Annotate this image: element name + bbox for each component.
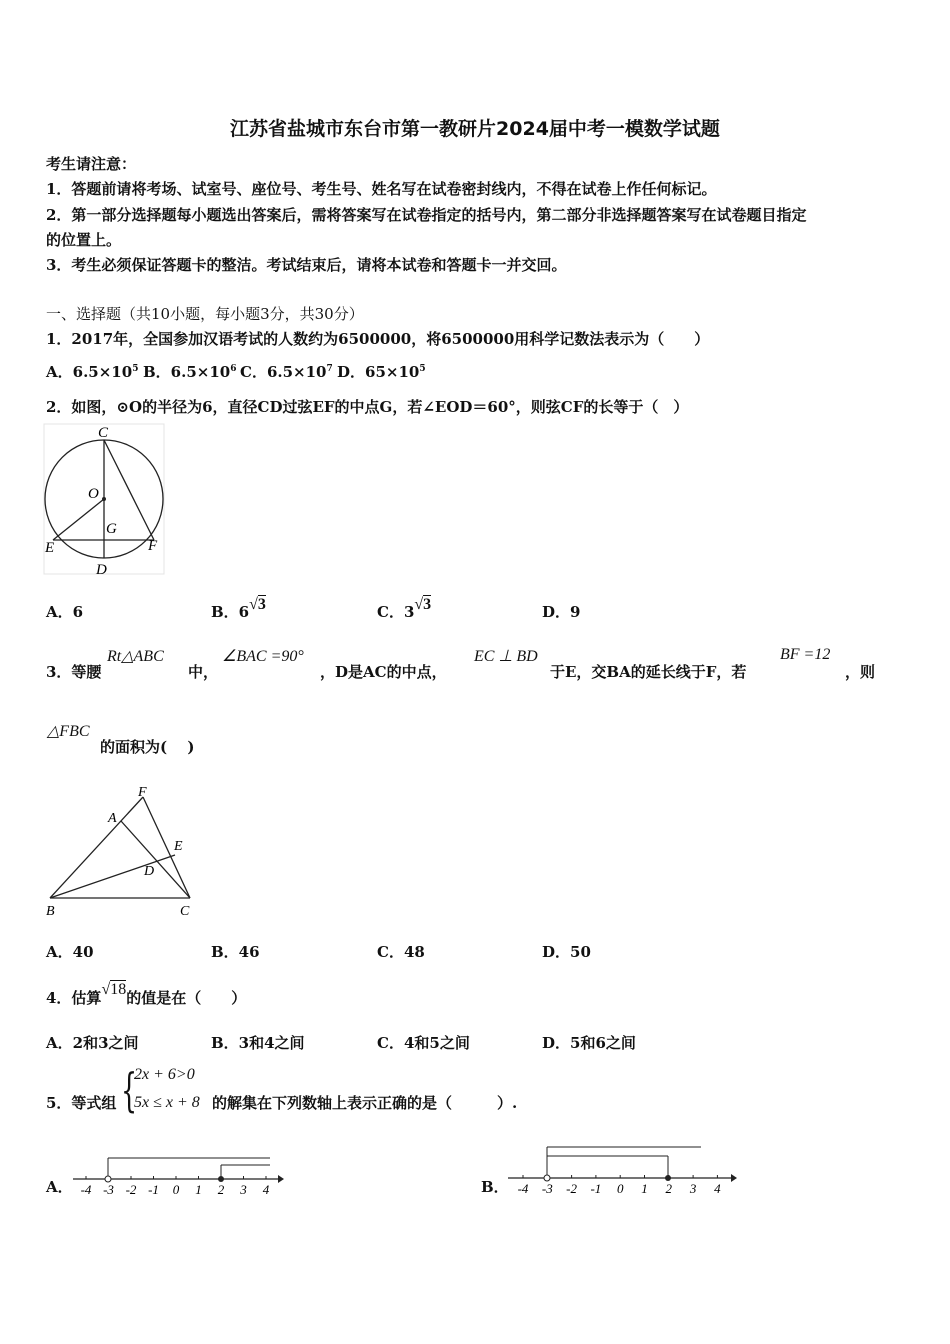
- q4-stem: 4．估算√18的值是在（ ）: [46, 981, 247, 1007]
- q3-option-a: A．40: [46, 943, 94, 961]
- notice-item: 的位置上。: [46, 231, 122, 249]
- tick-label: 0: [616, 1181, 624, 1196]
- tick-label: -2: [566, 1181, 578, 1196]
- q1-option-d: D．$65\times 10^5$: [337, 363, 426, 381]
- tick-label: -3: [103, 1182, 114, 1197]
- open-point: [105, 1176, 111, 1182]
- q5-option-a-label: A．: [46, 1178, 73, 1196]
- q5-inequality-2: 5x ≤ x + 8: [134, 1094, 200, 1111]
- q3-stem-part: ，D是AC的中点，: [320, 663, 447, 681]
- tick-label: -4: [517, 1181, 529, 1196]
- q1-option-c: C．$6.5\times 10^7$: [240, 363, 333, 381]
- q1-stem: 1．2017年，全国参加汉语考试的人数约为6500000，将6500000用科学记数法表示为（ ）: [46, 330, 710, 348]
- tick-label: 2: [217, 1182, 225, 1197]
- label-b: B: [46, 904, 55, 919]
- q3-stem-part: 3．等腰: [46, 663, 102, 681]
- q5-inequality-1: 2x + 6>0: [134, 1066, 195, 1083]
- page-title: 江苏省盐城市东台市第一教研片2024届中考一模数学试题: [230, 118, 720, 140]
- axis-arrow: [731, 1174, 737, 1182]
- q3-stem-part: 于E，交BA的延长线于F，若: [550, 663, 747, 681]
- q3-stem-part: 的面积为( ): [100, 738, 195, 756]
- label-e: E: [45, 540, 55, 556]
- q1-option-a: A．$6.5\times 10^5$: [46, 363, 139, 381]
- label-e: E: [174, 839, 183, 854]
- q3-option-c: C．48: [377, 943, 425, 961]
- tick-label: -3: [541, 1181, 553, 1196]
- q2-circle-figure: [40, 420, 170, 578]
- segment-fc: [143, 797, 190, 898]
- q4-option-c: C．4和5之间: [377, 1034, 470, 1052]
- segment-ac: [121, 821, 190, 898]
- segment-oe: [53, 499, 104, 540]
- tick-label: -1: [590, 1181, 602, 1196]
- label-c: C: [98, 425, 109, 441]
- q4-option-b: B．3和4之间: [211, 1034, 305, 1052]
- q5-stem-part: 5．等式组: [46, 1094, 117, 1112]
- tick-label: -4: [80, 1182, 92, 1197]
- q4-option-a: A．2和3之间: [46, 1034, 139, 1052]
- label-f: F: [138, 785, 147, 800]
- tick-label: 1: [195, 1182, 202, 1197]
- notice-item: 2．第一部分选择题每小题选出答案后，需将答案写在试卷指定的括号内，第二部分非选择题答案写在试卷题目指定: [46, 206, 807, 224]
- tick-label: -1: [148, 1182, 159, 1197]
- q2-option-c: C．3√3: [377, 596, 432, 621]
- q3-math: Rt△ABC: [107, 648, 164, 665]
- tick-label: 3: [689, 1181, 697, 1196]
- tick-label: 3: [240, 1182, 247, 1197]
- axis-arrow: [278, 1175, 284, 1183]
- q3-math: ∠BAC =90°: [222, 648, 304, 665]
- tick-label: 4: [714, 1181, 721, 1196]
- label-a: A: [108, 811, 117, 826]
- tick-label: 0: [172, 1182, 180, 1197]
- center-point: [102, 497, 106, 501]
- q5-brace: {: [121, 1063, 138, 1117]
- q5-number-line-a: [70, 1150, 290, 1200]
- section-heading: 一、选择题（共10小题，每小题3分，共30分）: [46, 305, 364, 323]
- tick-label: 4: [262, 1182, 270, 1197]
- q3-option-d: D．50: [542, 943, 591, 961]
- q3-math: BF =12: [780, 646, 831, 663]
- q2-option-d: D．9: [542, 603, 581, 621]
- tick-label: -2: [125, 1182, 137, 1197]
- tick-label: 1: [641, 1181, 648, 1196]
- q3-stem-part: ，则: [845, 663, 876, 681]
- label-d: D: [96, 562, 107, 578]
- q3-option-b: B．46: [211, 943, 260, 961]
- q2-option-b: B．6√3: [211, 596, 266, 621]
- label-d: D: [144, 864, 155, 879]
- segment-be: [50, 855, 175, 898]
- label-c: C: [180, 904, 190, 919]
- open-point: [544, 1175, 550, 1181]
- q3-stem-part: 中，: [188, 663, 219, 681]
- q3-math: △FBC: [47, 723, 90, 740]
- notice-heading: 考生请注意：: [46, 155, 137, 173]
- q5-option-b-label: B．: [481, 1178, 509, 1196]
- segment-bf: [50, 797, 143, 898]
- closed-point: [665, 1175, 671, 1181]
- q2-stem: 2．如图，⊙O的半径为6，直径CD过弦EF的中点G，若∠EOD＝60°，则弦CF的长等于（ ）: [46, 398, 689, 416]
- q4-option-d: D．5和6之间: [542, 1034, 636, 1052]
- q3-math: EC ⊥ BD: [474, 648, 538, 665]
- closed-point: [218, 1176, 224, 1182]
- q5-stem-part: 的解集在下列数轴上表示正确的是（ ）.: [212, 1094, 518, 1112]
- notice-item: 1．答题前请将考场、试室号、座位号、考生号、姓名写在试卷密封线内，不得在试卷上作任何标记。: [46, 180, 717, 198]
- label-g: G: [106, 521, 117, 537]
- notice-item: 3．考生必须保证答题卡的整洁。考试结束后，请将本试卷和答题卡一并交回。: [46, 256, 567, 274]
- q1-option-b: B．$6.5\times 10^6$: [143, 363, 237, 381]
- tick-label: 2: [665, 1181, 673, 1196]
- q3-triangle-figure: [40, 782, 200, 922]
- q2-option-a: A．6: [46, 603, 84, 621]
- q5-number-line-b: [505, 1140, 745, 1200]
- label-f: F: [148, 538, 158, 554]
- label-o: O: [88, 486, 99, 502]
